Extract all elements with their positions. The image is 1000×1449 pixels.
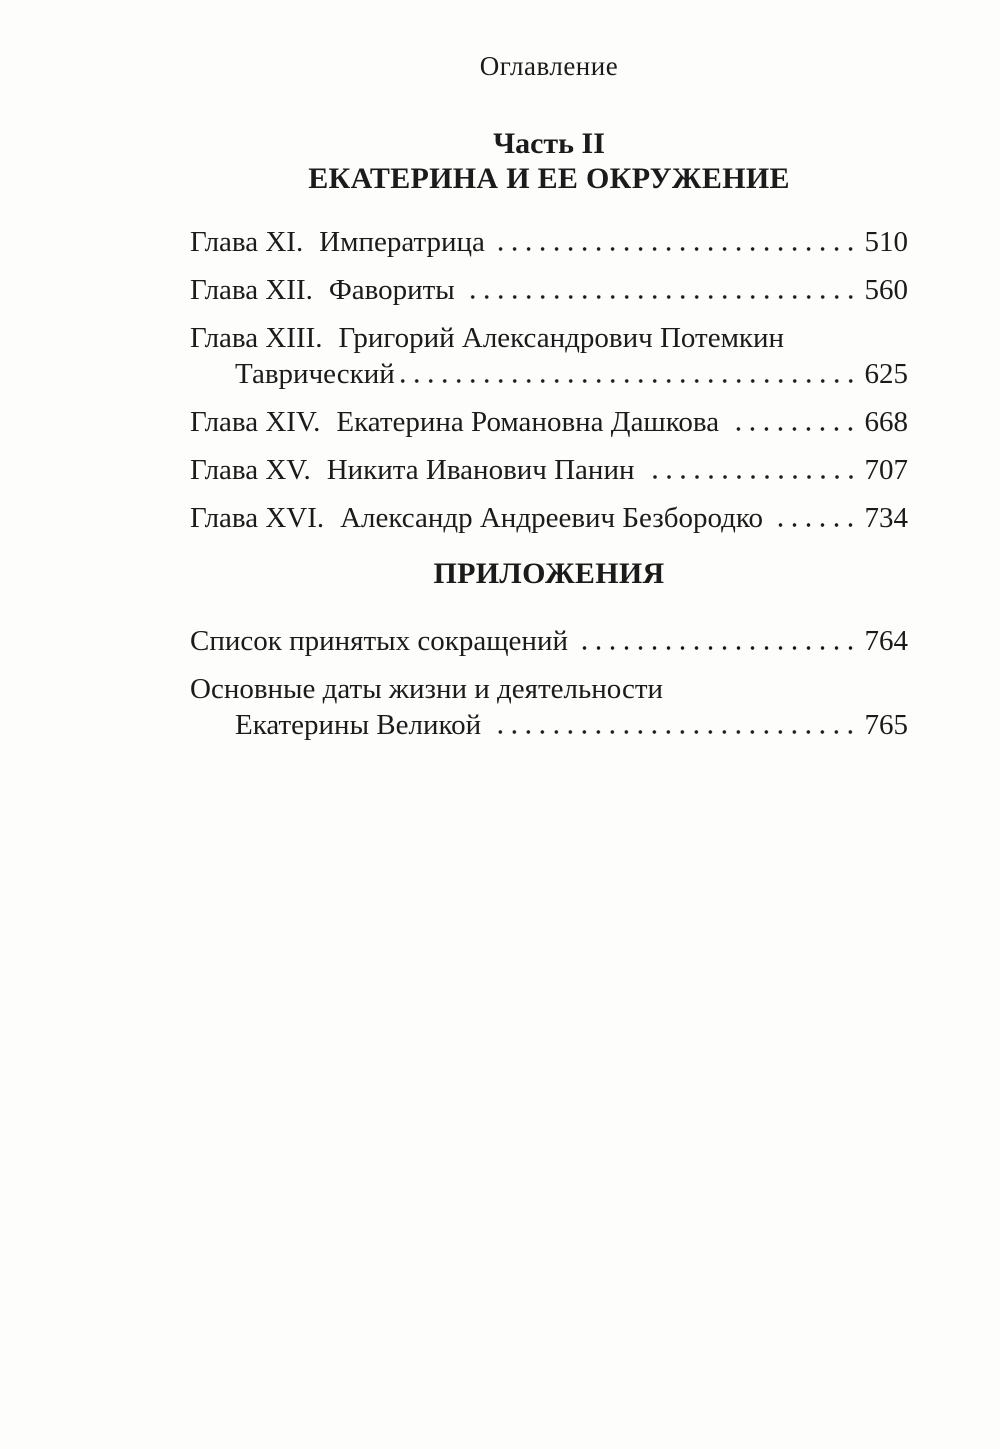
chapter-title: Александр Андреевич Безбородко	[340, 502, 764, 534]
appendix-title: Основные даты жизни и деятельности	[190, 673, 664, 705]
part-label: Часть II	[493, 127, 605, 160]
appendix-title-continuation: Екатерины Великой	[235, 709, 482, 741]
page-title: Оглавление	[479, 51, 619, 81]
toc-entry-abbreviations	[190, 623, 908, 659]
dot-leader	[467, 295, 858, 299]
page-number: 625	[864, 358, 908, 390]
chapter-list	[190, 224, 908, 536]
entry-first-line	[190, 320, 908, 356]
page-number: 764	[864, 625, 908, 657]
page-number: 765	[864, 709, 908, 741]
chapter-label: Глава XII.	[190, 274, 313, 306]
entry-first-line	[190, 671, 908, 707]
dot-leader	[647, 475, 858, 479]
entry-continuation-line	[190, 356, 908, 392]
toc-entry-key-dates	[190, 671, 908, 743]
dot-leader	[493, 730, 857, 734]
dot-leader	[580, 646, 858, 650]
chapter-label: Глава XV.	[190, 454, 311, 486]
chapter-title: Григорий Александрович Потемкин	[338, 322, 785, 354]
toc-entry-chapter-11	[190, 224, 908, 260]
chapter-title: Фавориты	[328, 274, 455, 306]
page-number: 734	[864, 502, 908, 534]
chapter-title: Императрица	[319, 226, 485, 258]
toc-entry-chapter-13	[190, 320, 908, 392]
entry-continuation-line	[190, 707, 908, 743]
dot-leader	[731, 427, 857, 431]
toc-entry-chapter-14	[190, 404, 908, 440]
toc-entry-chapter-15	[190, 452, 908, 488]
chapter-label: Глава XIV.	[190, 406, 321, 438]
dot-leader	[399, 379, 858, 383]
page-number: 510	[864, 226, 908, 258]
appendix-heading: ПРИЛОЖЕНИЯ	[433, 557, 665, 590]
chapter-label: Глава XI.	[190, 226, 304, 258]
dot-leader	[497, 247, 858, 251]
chapter-title: Никита Иванович Панин	[326, 454, 635, 486]
toc-entry-chapter-16	[190, 500, 908, 536]
part-title: ЕКАТЕРИНА И ЕЕ ОКРУЖЕНИЕ	[308, 162, 790, 195]
page-number: 560	[864, 274, 908, 306]
page-number: 668	[864, 406, 908, 438]
toc-entry-chapter-12	[190, 272, 908, 308]
page-number: 707	[864, 454, 908, 486]
part-heading	[190, 126, 908, 196]
dot-leader	[775, 523, 857, 527]
appendix-title: Список принятых сокращений	[190, 625, 568, 657]
chapter-label: Глава XIII.	[190, 322, 323, 354]
chapter-label: Глава XVI.	[190, 502, 325, 534]
chapter-title-continuation: Таврический	[235, 358, 395, 390]
appendix-list	[190, 623, 908, 743]
chapter-title: Екатерина Романовна Дашкова	[336, 406, 720, 438]
